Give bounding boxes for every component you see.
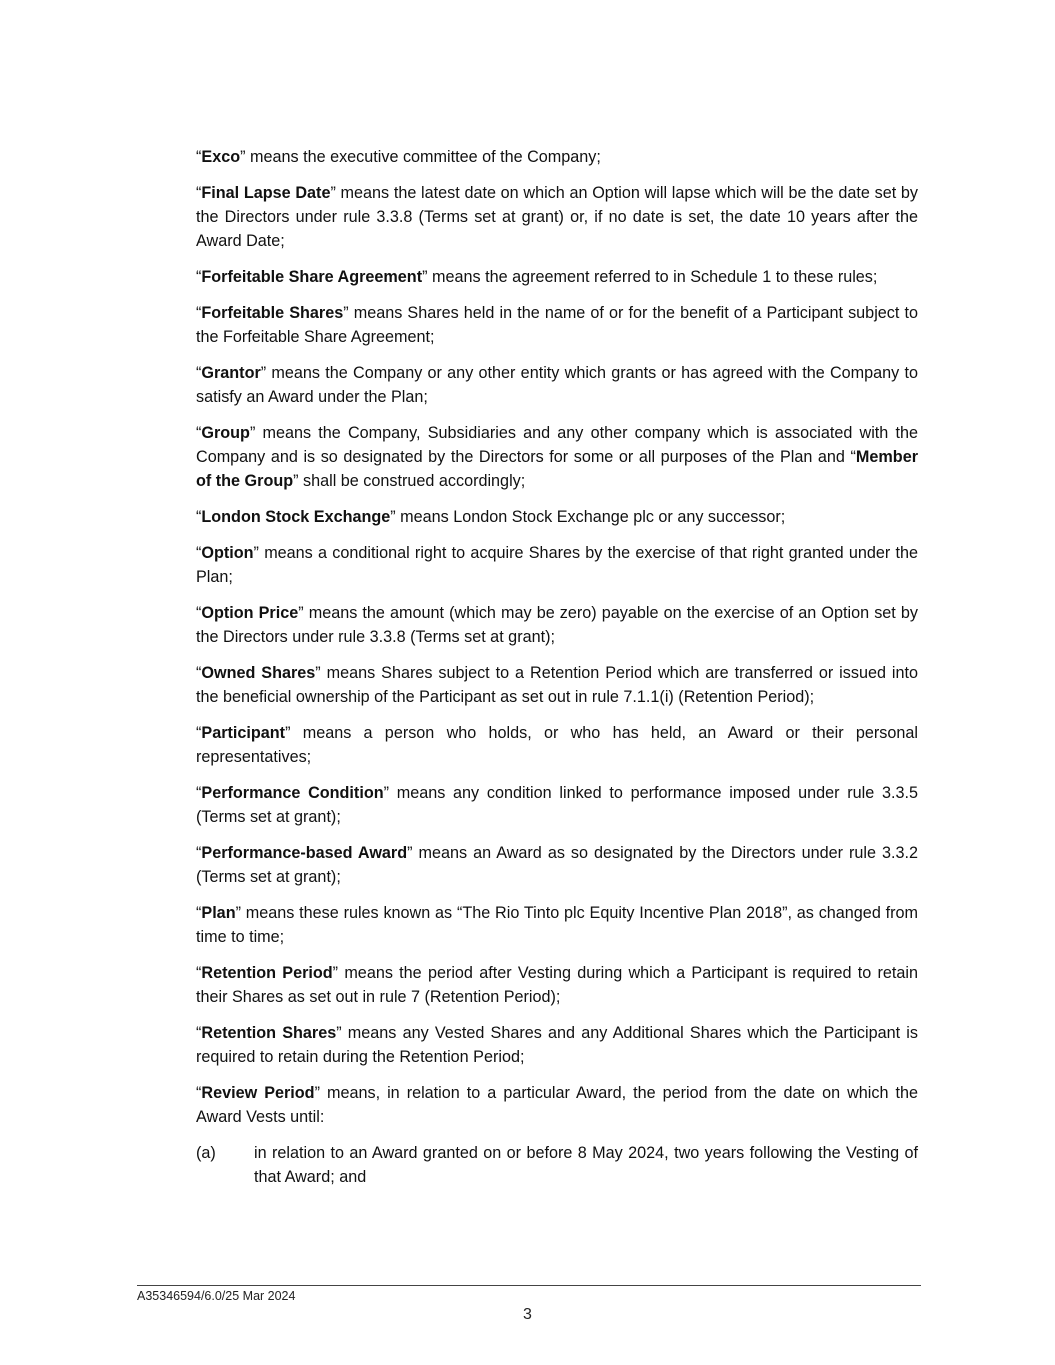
definition-text: ” means London Stock Exchange plc or any successor; bbox=[390, 508, 786, 526]
definition-forfeitable-shares: “Forfeitable Shares” means Shares held in the name of or for the benefit of a Participant subject to the Forfeitable Share Agreement; bbox=[196, 304, 918, 346]
defined-term: Forfeitable Shares bbox=[201, 304, 344, 322]
definition-text: ” means any condition linked to performance imposed under rule 3.3.5 (Terms set at grant); bbox=[196, 784, 918, 826]
page-number: 3 bbox=[523, 1306, 532, 1323]
definition-owned-shares: “Owned Shares” means Shares subject to a Retention Period which are transferred or issued into the beneficial ownership of the Participant as set out in rule 7.1.1(i) (Retention Period); bbox=[196, 664, 919, 706]
defined-term: Retention Period bbox=[201, 964, 333, 982]
sub-clause-text: in relation to an Award granted on or before 8 May 2024, two years following the Vesting of that Award; and bbox=[254, 1144, 918, 1186]
sub-clause-a bbox=[196, 1141, 918, 1189]
defined-term: Final Lapse Date bbox=[201, 184, 331, 202]
defined-term: London Stock Exchange bbox=[201, 508, 391, 526]
definition-text: ” means these rules known as “The Rio Tinto plc Equity Incentive Plan 2018”, as changed from time to time; bbox=[196, 904, 918, 946]
definition-text: ” means the period after Vesting during which a Participant is required to retain their Shares as set out in rule 7 (Retention Period); bbox=[196, 964, 918, 1006]
definition-grantor: “Grantor” means the Company or any other entity which grants or has agreed with the Company to satisfy an Award under the Plan; bbox=[196, 364, 918, 406]
definition-text: ” means the Company or any other entity which grants or has agreed with the Company to satisfy an Award under the Plan; bbox=[196, 364, 918, 406]
defined-term: Exco bbox=[201, 148, 241, 166]
defined-term: Participant bbox=[201, 724, 286, 742]
definition-text: ” means, in relation to a particular Award, the period from the date on which the Award Vests until: bbox=[196, 1084, 918, 1126]
definition-london-stock-exchange: “London Stock Exchange” means London Stock Exchange plc or any successor; bbox=[196, 508, 786, 526]
definition-option-price: “Option Price” means the amount (which may be zero) payable on the exercise of an Option set by the Directors under rule 3.3.8 (Terms set at grant); bbox=[196, 604, 918, 646]
defined-term: Group bbox=[201, 424, 250, 442]
definitions-section bbox=[196, 145, 918, 1189]
definition-text: ” means Shares held in the name of or for the benefit of a Participant subject to the Forfeitable Share Agreement; bbox=[196, 304, 918, 346]
defined-term: Performance-based Award bbox=[201, 844, 408, 862]
defined-term: Option Price bbox=[201, 604, 299, 622]
definition-text: ” shall be construed accordingly; bbox=[293, 472, 526, 490]
definition-text: ” means the agreement referred to in Schedule 1 to these rules; bbox=[422, 268, 878, 286]
definition-retention-shares: “Retention Shares” means any Vested Shares and any Additional Shares which the Participant is required to retain during the Retention Period; bbox=[196, 1024, 918, 1066]
definition-review-period: “Review Period” means, in relation to a particular Award, the period from the date on which the Award Vests until: bbox=[196, 1084, 918, 1126]
definition-option: “Option” means a conditional right to acquire Shares by the exercise of that right granted under the Plan; bbox=[196, 544, 918, 586]
definition-text: ” means the Company, Subsidiaries and any other company which is associated with the Company and is so designated by the Directors for some or all purposes of the Plan and “ bbox=[196, 424, 918, 466]
definition-text: ” means an Award as so designated by the Directors under rule 3.3.2 (Terms set at grant); bbox=[196, 844, 918, 886]
definition-forfeitable-share-agreement: “Forfeitable Share Agreement” means the agreement referred to in Schedule 1 to these rules; bbox=[196, 268, 878, 286]
defined-term: Plan bbox=[201, 904, 236, 922]
footer-divider bbox=[137, 1285, 921, 1286]
defined-term: Forfeitable Share Agreement bbox=[201, 268, 423, 286]
definition-exco: “Exco” means the executive committee of the Company; bbox=[196, 148, 601, 166]
definition-text: ” means any Vested Shares and any Additional Shares which the Participant is required to retain during the Retention Period; bbox=[196, 1024, 918, 1066]
defined-term: Option bbox=[201, 544, 254, 562]
definition-plan: “Plan” means these rules known as “The Rio Tinto plc Equity Incentive Plan 2018”, as changed from time to time; bbox=[196, 904, 918, 946]
defined-term: Owned Shares bbox=[201, 664, 316, 682]
definition-text: ” means Shares subject to a Retention Period which are transferred or issued into the beneficial ownership of the Participant as set out in rule 7.1.1(i) (Retention Period); bbox=[196, 664, 919, 706]
sub-clause-label: (a) bbox=[196, 1144, 216, 1162]
defined-term: Grantor bbox=[201, 364, 261, 382]
definition-participant: “Participant” means a person who holds, or who has held, an Award or their personal representatives; bbox=[196, 724, 918, 766]
definition-text: ” means the latest date on which an Option will lapse which will be the date set by the Directors under rule 3.3.8 (Terms set at grant) or, if no date is set, the date 10 years after the Award Date; bbox=[196, 184, 918, 250]
definition-retention-period: “Retention Period” means the period after Vesting during which a Participant is required to retain their Shares as set out in rule 7 (Retention Period); bbox=[196, 964, 918, 1006]
defined-term: Member of the Group bbox=[196, 448, 918, 490]
definition-performance-condition: “Performance Condition” means any condition linked to performance imposed under rule 3.3.5 (Terms set at grant); bbox=[196, 784, 918, 826]
definition-text: ” means a person who holds, or who has held, an Award or their personal representatives; bbox=[196, 724, 918, 766]
document-reference: A35346594/6.0/25 Mar 2024 bbox=[137, 1289, 296, 1303]
defined-term: Performance Condition bbox=[201, 784, 384, 802]
definition-final-lapse-date: “Final Lapse Date” means the latest date on which an Option will lapse which will be the date set by the Directors under rule 3.3.8 (Terms set at grant) or, if no date is set, the date 10 years after the Award Date; bbox=[196, 184, 918, 250]
definition-text: ” means the amount (which may be zero) payable on the exercise of an Option set by the Directors under rule 3.3.8 (Terms set at grant); bbox=[196, 604, 918, 646]
defined-term: Retention Shares bbox=[201, 1024, 337, 1042]
definition-group: “Group” means the Company, Subsidiaries and any other company which is associated with the Company and is so designated by the Directors for some or all purposes of the Plan and “Member of the Group” shall be construed accordingly; bbox=[196, 424, 918, 490]
definition-text: ” means a conditional right to acquire Shares by the exercise of that right granted under the Plan; bbox=[196, 544, 918, 586]
definition-performance-based-award: “Performance-based Award” means an Award as so designated by the Directors under rule 3.3.2 (Terms set at grant); bbox=[196, 844, 918, 886]
definition-text: ” means the executive committee of the Company; bbox=[240, 148, 601, 166]
defined-term: Review Period bbox=[201, 1084, 315, 1102]
